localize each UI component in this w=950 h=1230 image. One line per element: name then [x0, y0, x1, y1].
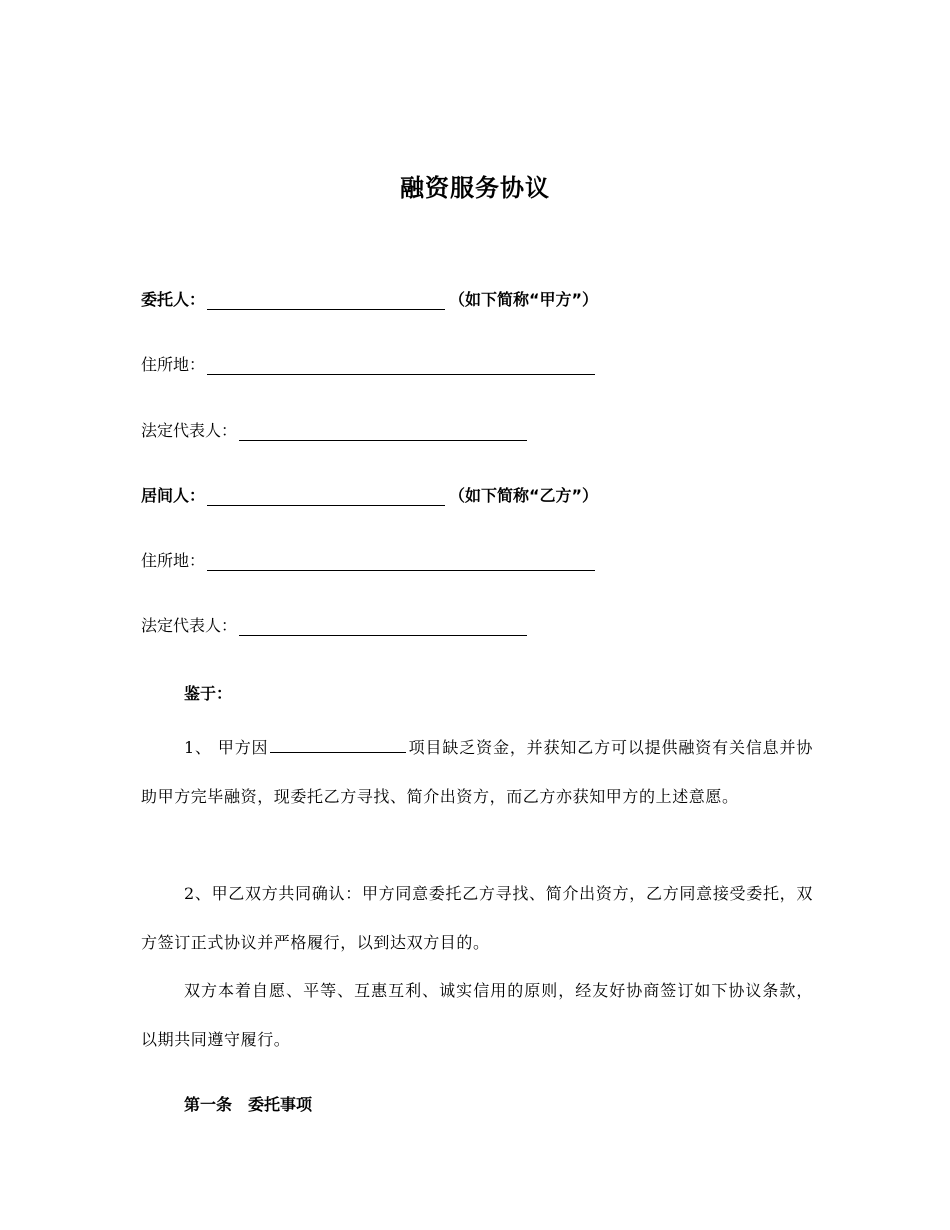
party-a-address-label: 住所地：	[141, 355, 206, 374]
party-b-rep-blank[interactable]	[239, 617, 527, 636]
party-b-suffix: （如下简称“乙方”）	[449, 486, 599, 505]
article-1-heading: 第一条 委托事项	[184, 1095, 313, 1114]
party-b-address-blank[interactable]	[207, 552, 595, 571]
party-a-address-blank[interactable]	[207, 356, 595, 375]
party-a-rep-field	[141, 421, 527, 441]
party-a-rep-blank[interactable]	[239, 422, 527, 441]
party-a-label: 委托人：	[141, 290, 206, 309]
party-a-blank[interactable]	[207, 291, 445, 310]
project-name-blank[interactable]	[270, 736, 406, 753]
party-b-rep-label: 法定代表人：	[141, 616, 238, 635]
clause-1	[141, 723, 813, 821]
party-a-rep-label: 法定代表人：	[141, 421, 238, 440]
clause-3: 双方本着自愿、平等、互惠互利、诚实信用的原则，经友好协商签订如下协议条款，以期共同遵守履行。	[141, 981, 813, 1049]
party-b-label: 居间人：	[141, 486, 206, 505]
whereas-heading: 鉴于：	[184, 684, 233, 703]
party-b-address-field	[141, 551, 595, 571]
party-b-rep-field	[141, 616, 527, 636]
party-a-field	[141, 290, 598, 310]
clause-2: 2、甲乙双方共同确认：甲方同意委托乙方寻找、简介出资方，乙方同意接受委托，双方签订正式协议并严格履行，以到达双方目的。	[141, 884, 813, 952]
clause-1-post: 项目缺乏资金，并获知乙方可以提供融资有关信息并协助甲方完毕融资，现委托乙方寻找、简介出资方，而乙方亦获知甲方的上述意愿。	[141, 738, 813, 806]
party-b-address-label: 住所地：	[141, 551, 206, 570]
clause-1-pre: 1、 甲方因	[184, 738, 269, 757]
party-a-suffix: （如下简称“甲方”）	[449, 290, 599, 309]
party-a-address-field	[141, 355, 595, 375]
party-b-blank[interactable]	[207, 487, 445, 506]
party-b-field	[141, 486, 598, 506]
document-title: 融资服务协议	[400, 174, 550, 202]
